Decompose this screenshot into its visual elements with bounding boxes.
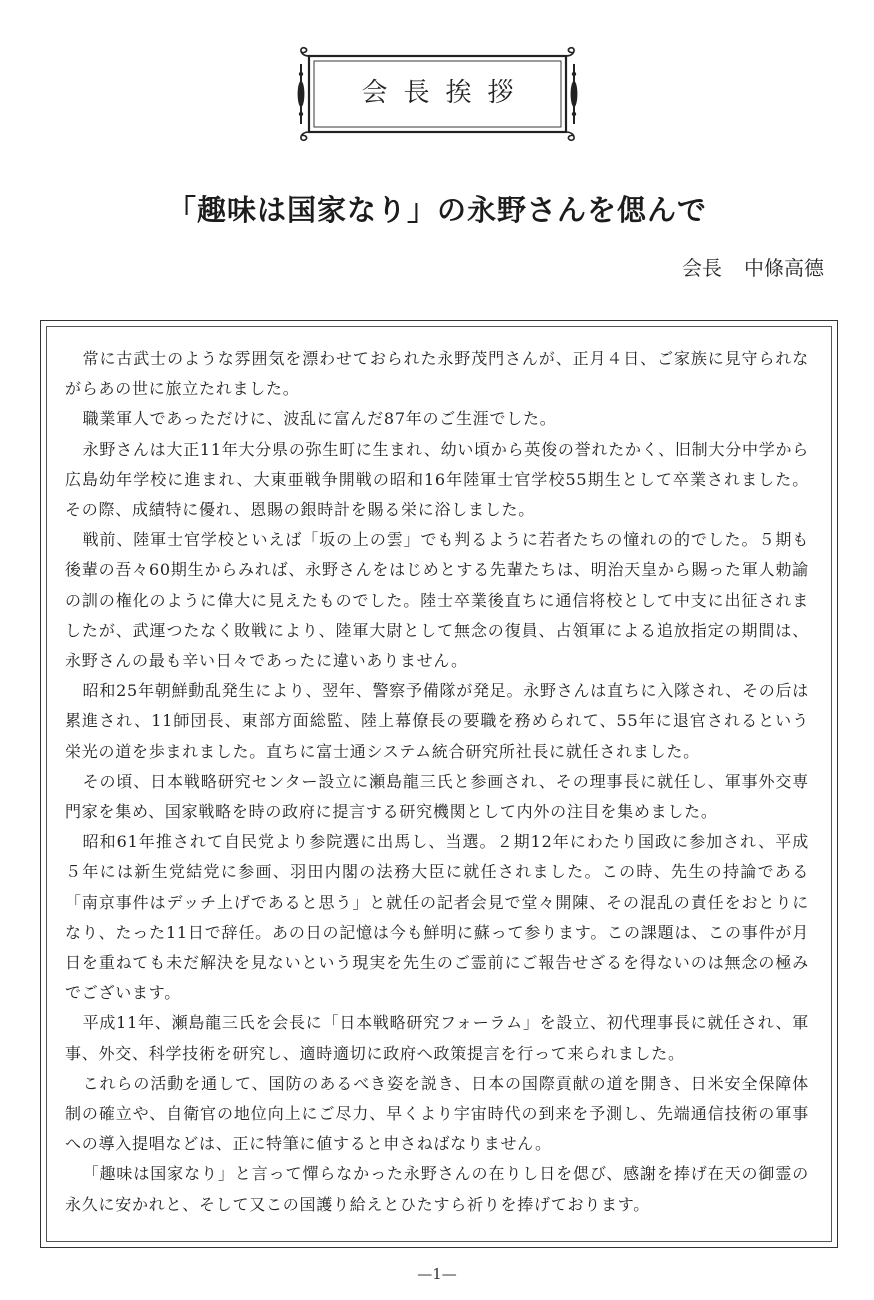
paragraph: 昭和25年朝鮮動乱発生により、翌年、警察予備隊が発足。永野さんは直ちに入隊され、その后は累進され、11師団長、東部方面総監、陸上幕僚長の要職を務められて、55年に退官されるという栄光の道を歩まれました。直ちに富士通システム統合研究所社長に就任されました。 xyxy=(65,681,809,761)
author-role: 会長 xyxy=(682,256,722,280)
article-title: 「趣味は国家なり」の永野さんを偲んで xyxy=(166,193,707,227)
paragraph: これらの活動を通して、国防のあるべき姿を説き、日本の国際貢献の道を開き、日米安全保障体制の確立や、自衛官の地位向上にご尽力、早くより宇宙時代の到来を予測し、先端通信技術の軍事への導入提唱などは、正に特筆に値すると申さねばなりません。 xyxy=(65,1073,809,1154)
message-body xyxy=(65,344,809,1220)
paragraph: 昭和61年推されて自民党より参院選に出馬し、当選。２期12年にわたり国政に参加され、平成５年には新生党結党に参画、羽田内閣の法務大臣に就任されました。この時、先生の持論である「南京事件はデッチ上げであると思う」と就任の記者会見で堂々開陳、その混乱の責任をおとりになり、たった11日で辞任。あの日の記憶は今も鮮明に蘇って参ります。この課題は、この事件が月日を重ねても未だ解決を見ないという現実を先生のご霊前にご報告せざるを得ないのは無念の極みでございます。 xyxy=(65,832,809,1003)
paragraph: 職業軍人であっただけに、波乱に富んだ87年のご生涯でした。 xyxy=(82,409,557,429)
page-number: —1— xyxy=(417,1265,457,1283)
paragraph: 常に古武士のような雰囲気を漂わせておられた永野茂門さんが、正月４日、ご家族に見守られながらあの世に旅立たれました。 xyxy=(65,349,809,399)
paragraph: 戦前、陸軍士官学校といえば「坂の上の雲」でも判るように若者たちの憧れの的でした。５期も後輩の吾々60期生からみれば、永野さんをはじめとする先輩たちは、明治天皇から賜った軍人勅諭の訓の権化のように偉大に見えたものでした。陸士卒業後直ちに通信将校として中支に出征されましたが、武運つたなく敗戦により、陸軍大尉として無念の復員、占領軍による追放指定の期間は、永野さんの最も辛い日々であったに違いありません。 xyxy=(65,530,809,671)
section-heading-frame xyxy=(295,46,580,142)
section-heading: 会長挨拶 xyxy=(361,78,530,108)
author-line xyxy=(682,254,824,282)
paragraph: 「趣味は国家なり」と言って憚らなかった永野さんの在りし日を偲び、感謝を捧げ在天の御霊の永久に安かれと、そして又この国護り給えとひたすら祈りを捧げております。 xyxy=(65,1164,809,1214)
paragraph: 永野さんは大正11年大分県の弥生町に生まれ、幼い頃から英俊の誉れたかく、旧制大分中学から広島幼年学校に進まれ、大東亜戦争開戦の昭和16年陸軍士官学校55期生として卒業されました。その際、成績特に優れ、恩賜の銀時計を賜る栄に浴しました。 xyxy=(65,439,809,520)
author-name: 中條高德 xyxy=(744,256,824,280)
message-box xyxy=(40,320,838,1248)
paragraph: 平成11年、瀬島龍三氏を会長に「日本戦略研究フォーラム」を設立、初代理事長に就任され、軍事、外交、科学技術を研究し、適時適切に政府へ政策提言を行って来られました。 xyxy=(65,1013,809,1063)
paragraph: その頃、日本戦略研究センター設立に瀬島龍三氏と参画され、その理事長に就任し、軍事外交専門家を集め、国家戦略を時の政府に提言する研究機関として内外の注目を集めました。 xyxy=(65,771,809,822)
